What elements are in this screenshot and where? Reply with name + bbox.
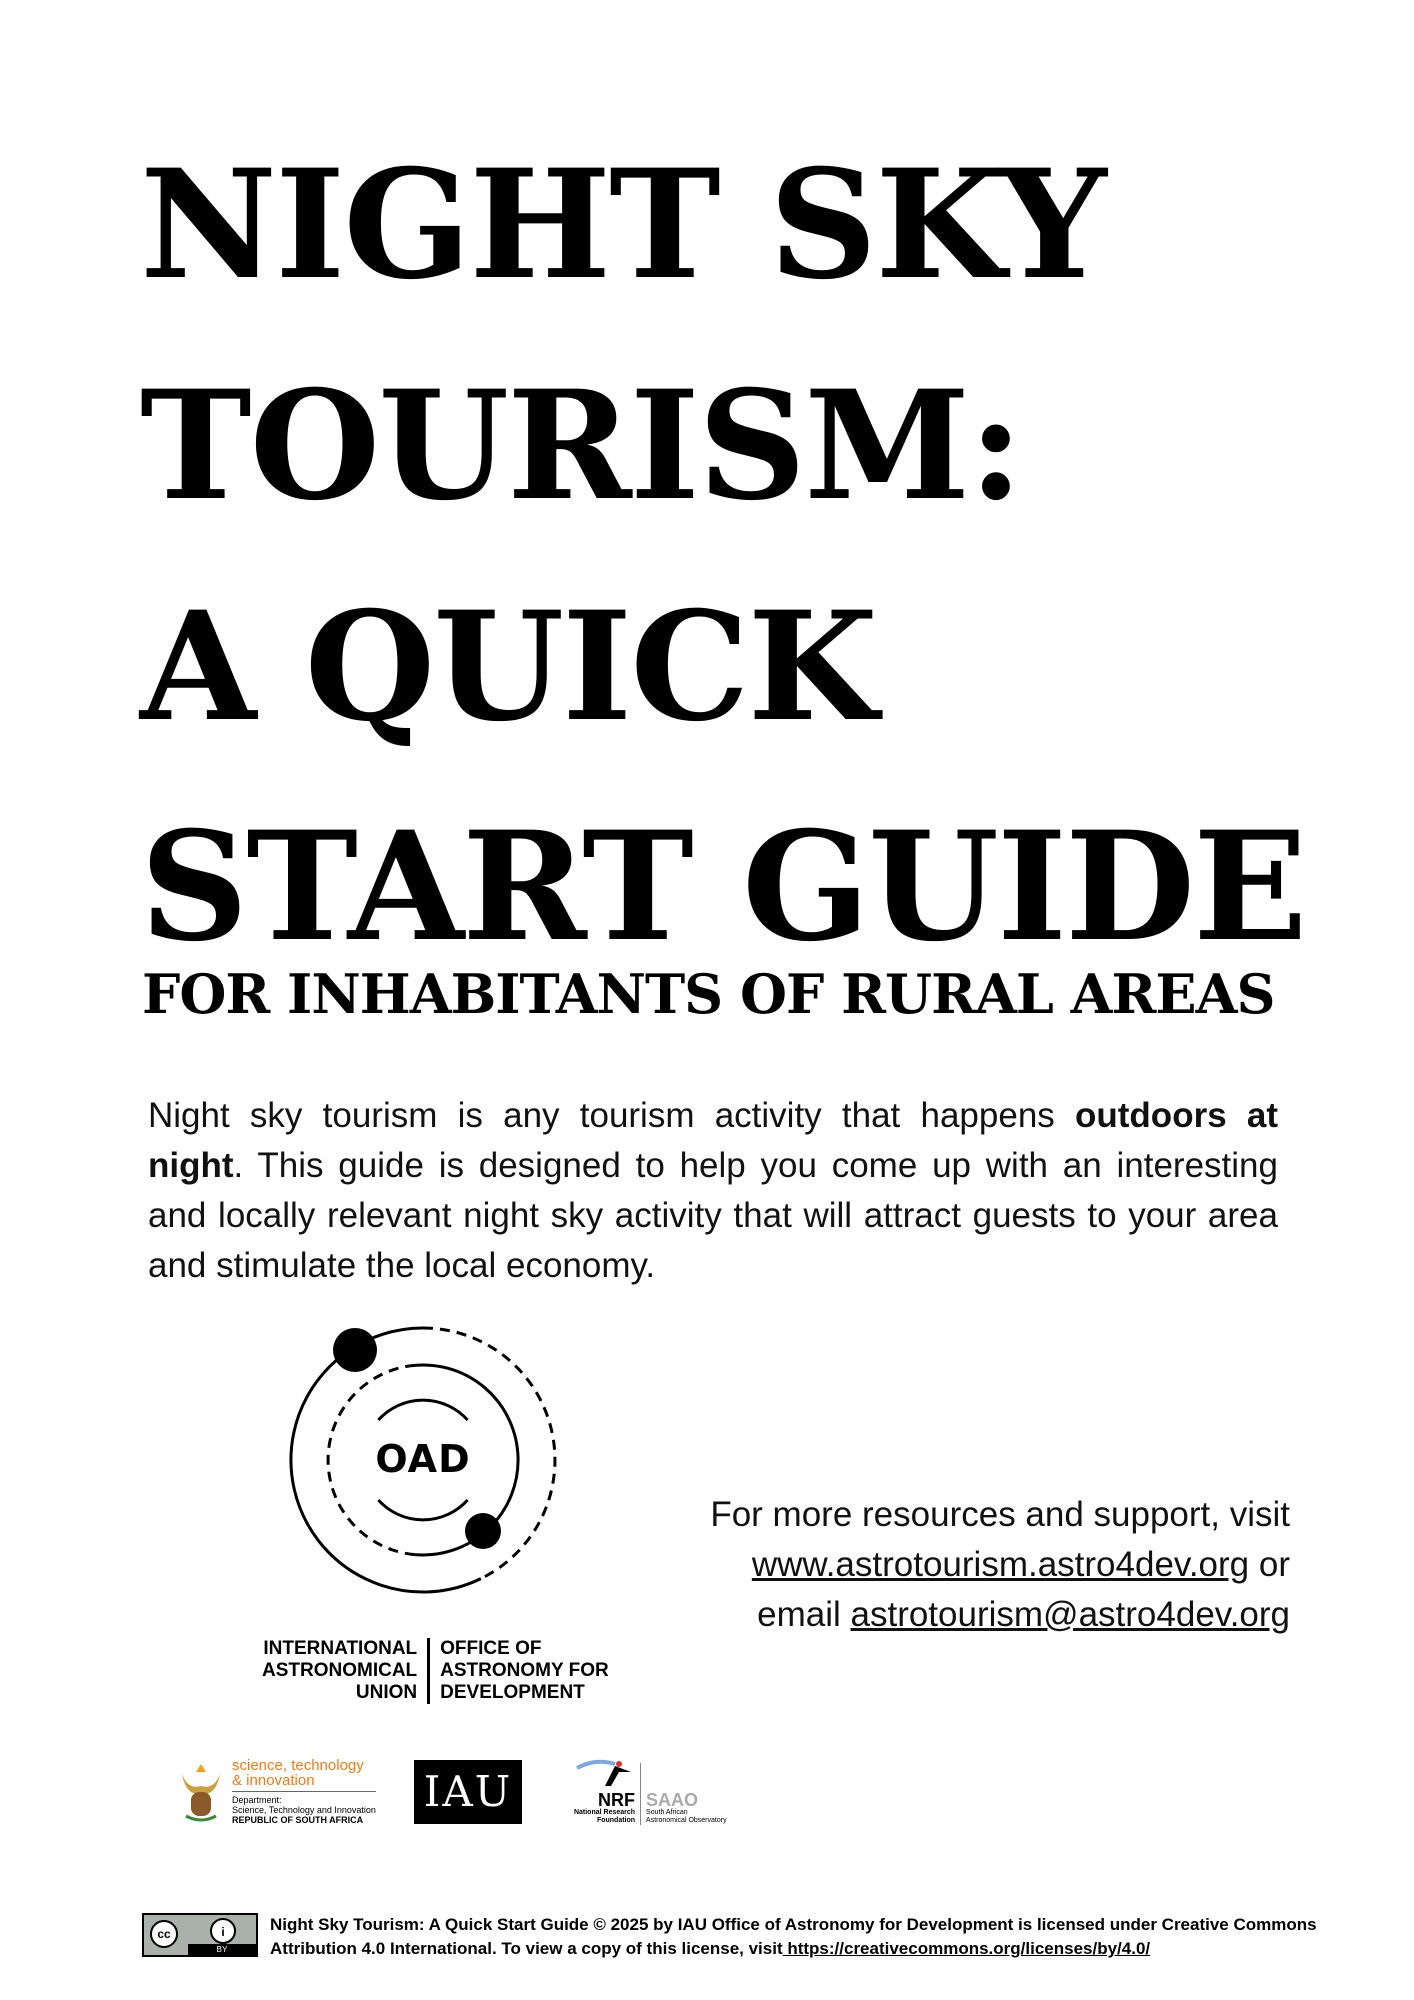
intro-text: Night sky tourism is any tourism activity that happens [148, 1096, 1076, 1135]
iau-logo: IAU [414, 1760, 522, 1824]
nrf-name-1: National Research [573, 1809, 636, 1816]
title-line-4: START GUIDE [140, 799, 1306, 975]
dsi-line-2: & innovation [232, 1773, 376, 1792]
title-line-2: TOURISM: [140, 358, 1022, 534]
intro-paragraph [148, 1091, 1278, 1291]
by-label: BY [188, 1944, 256, 1955]
saao-name-2: Astronomical Observatory [646, 1817, 727, 1824]
license-footer [142, 1913, 1320, 1961]
nrf-saao-logo [574, 1758, 727, 1825]
resources-text: For more resources and support, visit [710, 1495, 1290, 1534]
cc-icon: cc [150, 1920, 178, 1948]
oad-line-3: DEVELOPMENT [440, 1682, 585, 1703]
or-text: or [1249, 1545, 1290, 1584]
title-line-3: A QUICK [140, 579, 876, 755]
email-link[interactable]: astrotourism@astro4dev.org [850, 1595, 1290, 1634]
iau-line-2: ASTRONOMICAL [262, 1660, 418, 1681]
email-prefix: email [757, 1595, 851, 1634]
license-text: Night Sky Tourism: A Quick Start Guide © 2025 by IAU Office of Astronomy for Development is licensed under Creative Commons Attribution 4.0 International. To view a copy of this license, visit [270, 1915, 1317, 1958]
website-link[interactable]: www.astrotourism.astro4dev.org [751, 1545, 1250, 1584]
resources-info [710, 1490, 1290, 1640]
coat-of-arms-icon [178, 1760, 224, 1824]
oad-line-1: OFFICE OF [440, 1638, 542, 1659]
license-link[interactable]: https://creativecommons.org/licenses/by/4.0/ [782, 1939, 1151, 1958]
dsi-dept-name: Science, Technology and Innovation [232, 1805, 376, 1815]
nrf-figure-icon [575, 1758, 635, 1788]
dsi-country: REPUBLIC OF SOUTH AFRICA [232, 1815, 364, 1825]
nrf-name-2: Foundation [596, 1817, 636, 1824]
divider [640, 1763, 641, 1825]
saao-name-1: South African [646, 1809, 688, 1816]
subtitle: FOR INHABITANTS OF RURAL AREAS [142, 962, 1275, 1026]
saao-text: SAAO [646, 1790, 699, 1810]
partner-logos [178, 1758, 727, 1825]
iau-line-1: INTERNATIONAL [263, 1638, 418, 1659]
dsi-logo [178, 1758, 376, 1825]
oad-wordmark [262, 1638, 609, 1704]
intro-bold: outdoors at night [148, 1096, 1278, 1185]
oad-line-2: ASTRONOMY FOR [440, 1660, 609, 1681]
divider [427, 1638, 430, 1704]
iau-line-3: UNION [355, 1682, 418, 1703]
oad-logo-icon [280, 1310, 580, 1610]
title-line-1: NIGHT SKY [140, 137, 1105, 313]
oad-mark-text: OAD [375, 1437, 471, 1481]
intro-text-2: . This guide is designed to help you come up with an interesting and locally relevant night sky activity that will attract guests to your area and stimulate the local economy. [148, 1146, 1278, 1285]
nrf-text: NRF [598, 1790, 636, 1810]
dsi-line-1: science, technology [232, 1757, 364, 1774]
dsi-dept: Department: [232, 1795, 282, 1805]
attribution-icon: i [210, 1918, 236, 1944]
cc-by-badge-icon [142, 1913, 258, 1957]
